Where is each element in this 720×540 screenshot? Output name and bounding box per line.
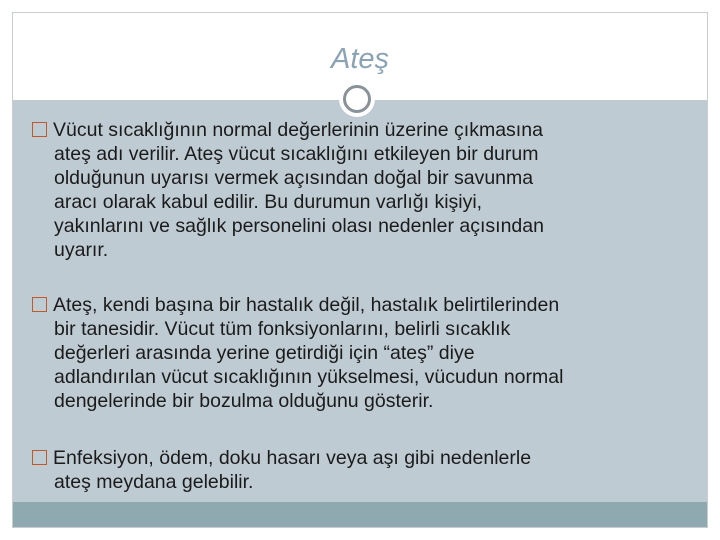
bullet-line: olduğunun uyarısı vermek açısından doğal bir savunma bbox=[54, 167, 534, 189]
bullet-line: uyarır. bbox=[54, 239, 109, 261]
bullet-item bbox=[32, 118, 692, 262]
bullet-line: Ateş, kendi başına bir hastalık değil, hastalık belirtilerinden bbox=[53, 294, 560, 316]
bullet-line: Vücut sıcaklığının normal değerlerinin üzerine çıkmasına bbox=[53, 119, 543, 141]
bullet-line: değerleri arasında yerine getirdiği için “ateş” diye bbox=[54, 342, 475, 364]
bullet-item bbox=[32, 293, 692, 413]
slide-title: Ateş bbox=[330, 43, 390, 75]
bullet-item bbox=[32, 446, 692, 494]
footer-bar bbox=[13, 502, 707, 527]
bullet-line: dengelerinde bir bozulma olduğunu gösterir. bbox=[54, 390, 434, 412]
bullet-line: bir tanesidir. Vücut tüm fonksiyonlarını, belirli sıcaklık bbox=[54, 318, 511, 340]
bullet-line: yakınlarını ve sağlık personelini olası nedenler açısından bbox=[54, 215, 544, 237]
bullet-square-icon bbox=[32, 297, 47, 312]
divider-circle-icon bbox=[339, 81, 375, 117]
bullet-line: ateş meydana gelebilir. bbox=[54, 471, 254, 493]
bullet-square-icon bbox=[32, 450, 47, 465]
bullet-line: adlandırılan vücut sıcaklığının yükselmesi, vücudun normal bbox=[54, 366, 564, 388]
bullet-line: aracı olarak kabul edilir. Bu durumun varlığı kişiyi, bbox=[54, 191, 483, 213]
bullet-line: Enfeksiyon, ödem, doku hasarı veya aşı gibi nedenlerle bbox=[53, 447, 532, 469]
bullet-square-icon bbox=[32, 122, 47, 137]
bullet-line: ateş adı verilir. Ateş vücut sıcaklığını etkileyen bir durum bbox=[54, 143, 539, 165]
